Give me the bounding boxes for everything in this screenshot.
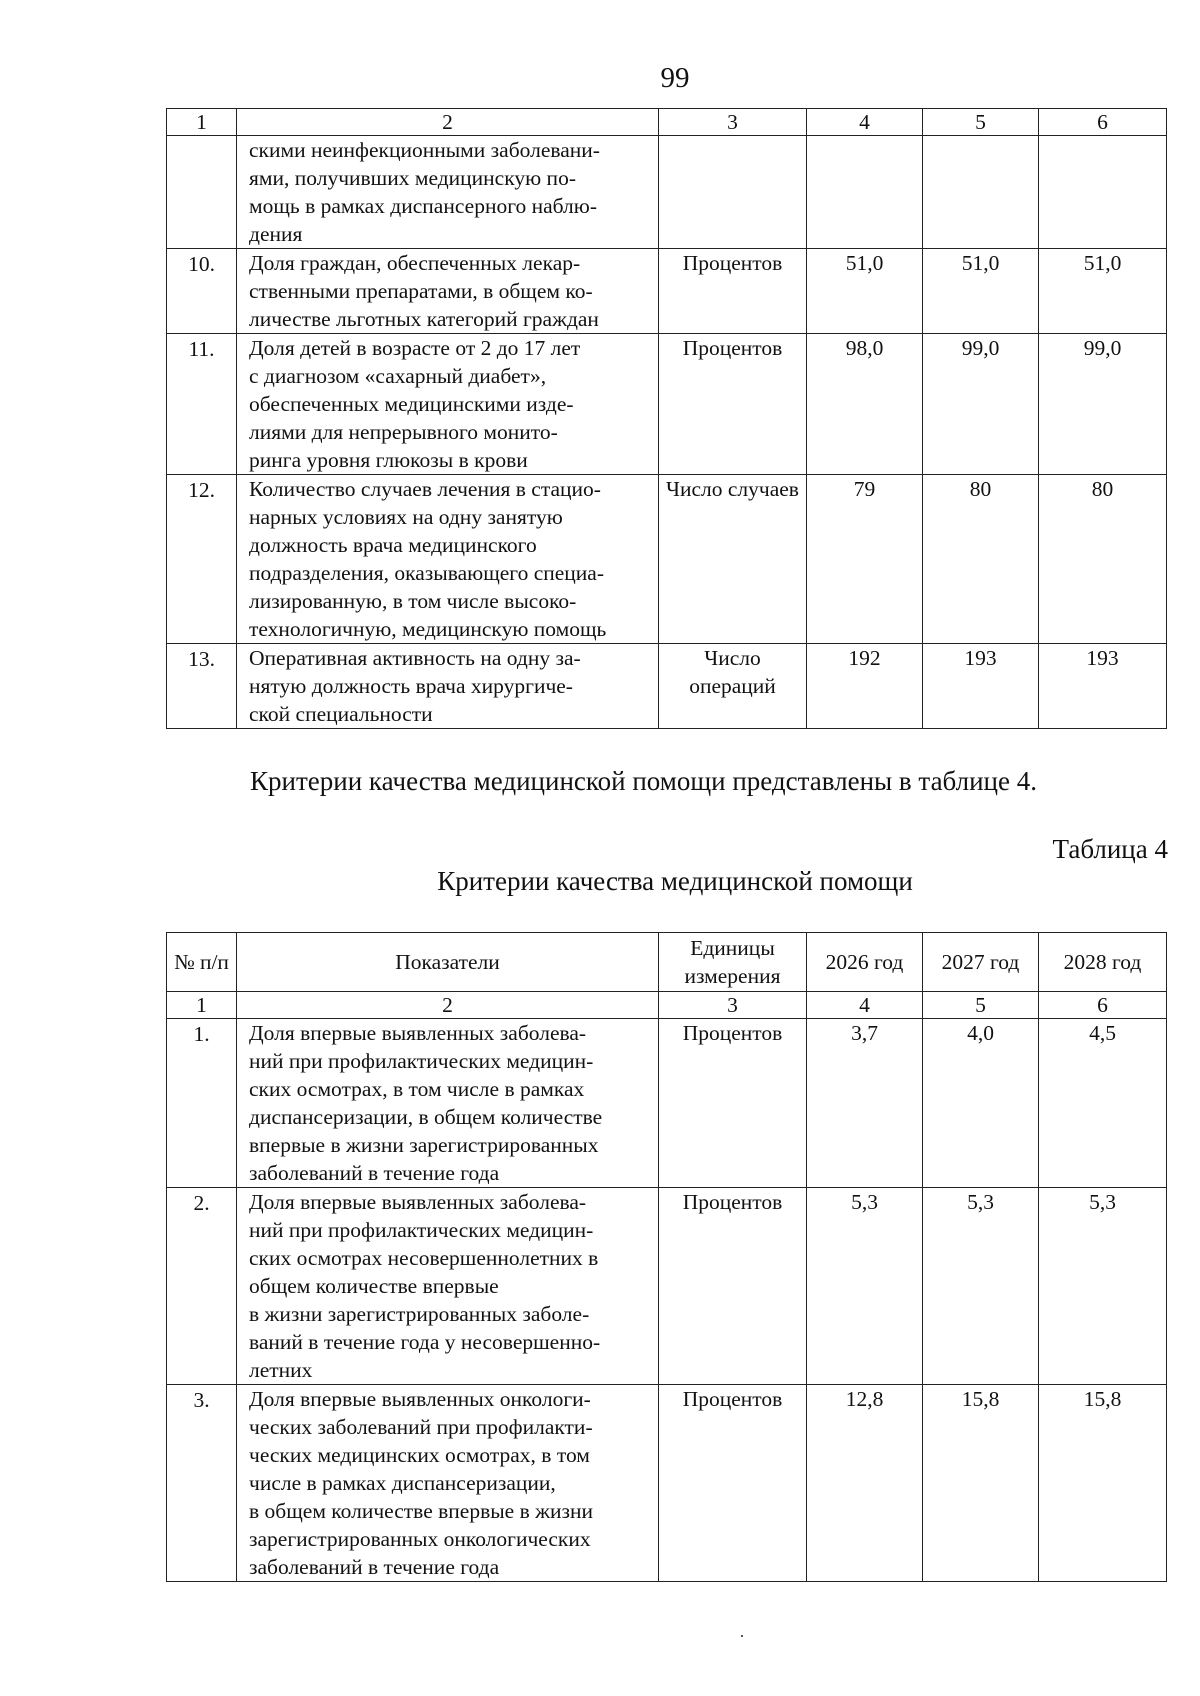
value-2026: 5,3 bbox=[807, 1188, 923, 1385]
body-paragraph: Критерии качества медицинской помощи представлены в таблице 4. bbox=[250, 766, 1037, 796]
indicator-text: скими неинфекционными заболевани- ями, получивших медицинскую по- мощь в рамках диспансерного наблю- дения bbox=[237, 136, 659, 249]
value-2028 bbox=[1039, 136, 1167, 249]
table-row bbox=[167, 334, 1167, 475]
unit: Число операций bbox=[659, 644, 807, 729]
indicator-text: Доля впервые выявленных заболева- ний при профилактических медицин- ских осмотрах несовершеннолетних в общем количестве впервые в жизни зарегистрированных заболе- ваний в течение года у несовершенно- летних bbox=[237, 1188, 659, 1385]
unit: Процентов bbox=[659, 1188, 807, 1385]
unit: Процентов bbox=[659, 249, 807, 334]
row-number: 12. bbox=[167, 475, 237, 644]
value-2028: 51,0 bbox=[1039, 249, 1167, 334]
header-cell: 5 bbox=[923, 992, 1039, 1019]
value-2028: 15,8 bbox=[1039, 1385, 1167, 1582]
header-cell: 2 bbox=[237, 109, 659, 136]
indicator-text: Доля впервые выявленных заболева- ний при профилактических медицин- ских осмотрах, в том числе в рамках диспансеризации, в общем количестве впервые в жизни зарегистрированных заболеваний в течение года bbox=[237, 1019, 659, 1188]
indicator-text: Оперативная активность на одну за- нятую должность врача хирургиче- ской специальности bbox=[237, 644, 659, 729]
value-2027: 80 bbox=[923, 475, 1039, 644]
value-2028: 4,5 bbox=[1039, 1019, 1167, 1188]
table-header-row bbox=[167, 109, 1167, 136]
unit: Процентов bbox=[659, 1385, 807, 1582]
row-number: 2. bbox=[167, 1188, 237, 1385]
table-4-quality-criteria bbox=[166, 932, 1167, 1582]
row-number: 1. bbox=[167, 1019, 237, 1188]
table-3-continuation bbox=[166, 108, 1167, 729]
table-row bbox=[167, 1019, 1167, 1188]
table-column-titles-row bbox=[167, 933, 1167, 992]
header-cell: 6 bbox=[1039, 109, 1167, 136]
value-2027: 5,3 bbox=[923, 1188, 1039, 1385]
column-title-2026: 2026 год bbox=[807, 933, 923, 992]
column-title-unit: Единицы измерения bbox=[659, 933, 807, 992]
unit: Процентов bbox=[659, 334, 807, 475]
indicator-text: Доля детей в возрасте от 2 до 17 лет с диагнозом «сахарный диабет», обеспеченных медицинскими изде- лиями для непрерывного монито- ринга уровня глюкозы в крови bbox=[237, 334, 659, 475]
value-2027: 193 bbox=[923, 644, 1039, 729]
value-2027: 99,0 bbox=[923, 334, 1039, 475]
column-title-2028: 2028 год bbox=[1039, 933, 1167, 992]
row-number bbox=[167, 136, 237, 249]
scan-artifact-dot bbox=[741, 1635, 743, 1637]
header-cell: 1 bbox=[167, 992, 237, 1019]
column-title-indicator: Показатели bbox=[237, 933, 659, 992]
row-number: 11. bbox=[167, 334, 237, 475]
table-label: Таблица 4 bbox=[1052, 834, 1168, 864]
value-2027: 15,8 bbox=[923, 1385, 1039, 1582]
header-cell: 3 bbox=[659, 109, 807, 136]
value-2026: 3,7 bbox=[807, 1019, 923, 1188]
table-row bbox=[167, 1188, 1167, 1385]
header-cell: 3 bbox=[659, 992, 807, 1019]
value-2028: 5,3 bbox=[1039, 1188, 1167, 1385]
value-2028: 99,0 bbox=[1039, 334, 1167, 475]
unit bbox=[659, 136, 807, 249]
row-number: 13. bbox=[167, 644, 237, 729]
table-row bbox=[167, 136, 1167, 249]
value-2027: 51,0 bbox=[923, 249, 1039, 334]
row-number: 10. bbox=[167, 249, 237, 334]
header-cell: 6 bbox=[1039, 992, 1167, 1019]
indicator-text: Доля граждан, обеспеченных лекар- ственными препаратами, в общем ко- личестве льготных категорий граждан bbox=[237, 249, 659, 334]
row-number: 3. bbox=[167, 1385, 237, 1582]
value-2026: 12,8 bbox=[807, 1385, 923, 1582]
unit: Число случаев bbox=[659, 475, 807, 644]
column-title-2027: 2027 год bbox=[923, 933, 1039, 992]
table-title: Критерии качества медицинской помощи bbox=[437, 866, 913, 896]
unit: Процентов bbox=[659, 1019, 807, 1188]
header-cell: 2 bbox=[237, 992, 659, 1019]
value-2028: 193 bbox=[1039, 644, 1167, 729]
header-cell: 4 bbox=[807, 992, 923, 1019]
table-row bbox=[167, 475, 1167, 644]
header-cell: 1 bbox=[167, 109, 237, 136]
header-cell: 5 bbox=[923, 109, 1039, 136]
value-2026: 98,0 bbox=[807, 334, 923, 475]
header-cell: 4 bbox=[807, 109, 923, 136]
table-row bbox=[167, 1385, 1167, 1582]
value-2027 bbox=[923, 136, 1039, 249]
column-title-number: № п/п bbox=[167, 933, 237, 992]
table-header-row bbox=[167, 992, 1167, 1019]
indicator-text: Количество случаев лечения в стацио- нарных условиях на одну занятую должность врача медицинского подразделения, оказывающего специа- лизированную, в том числе высоко- технологичную, медицинскую помощь bbox=[237, 475, 659, 644]
table-row bbox=[167, 249, 1167, 334]
value-2026: 79 bbox=[807, 475, 923, 644]
value-2026 bbox=[807, 136, 923, 249]
indicator-text: Доля впервые выявленных онкологи- ческих заболеваний при профилакти- ческих медицинских осмотрах, в том числе в рамках диспансеризации, в общем количестве впервые в жизни зарегистрированных онкологических заболеваний в течение года bbox=[237, 1385, 659, 1582]
value-2027: 4,0 bbox=[923, 1019, 1039, 1188]
value-2028: 80 bbox=[1039, 475, 1167, 644]
page-number: 99 bbox=[660, 62, 690, 94]
value-2026: 51,0 bbox=[807, 249, 923, 334]
value-2026: 192 bbox=[807, 644, 923, 729]
table-row bbox=[167, 644, 1167, 729]
